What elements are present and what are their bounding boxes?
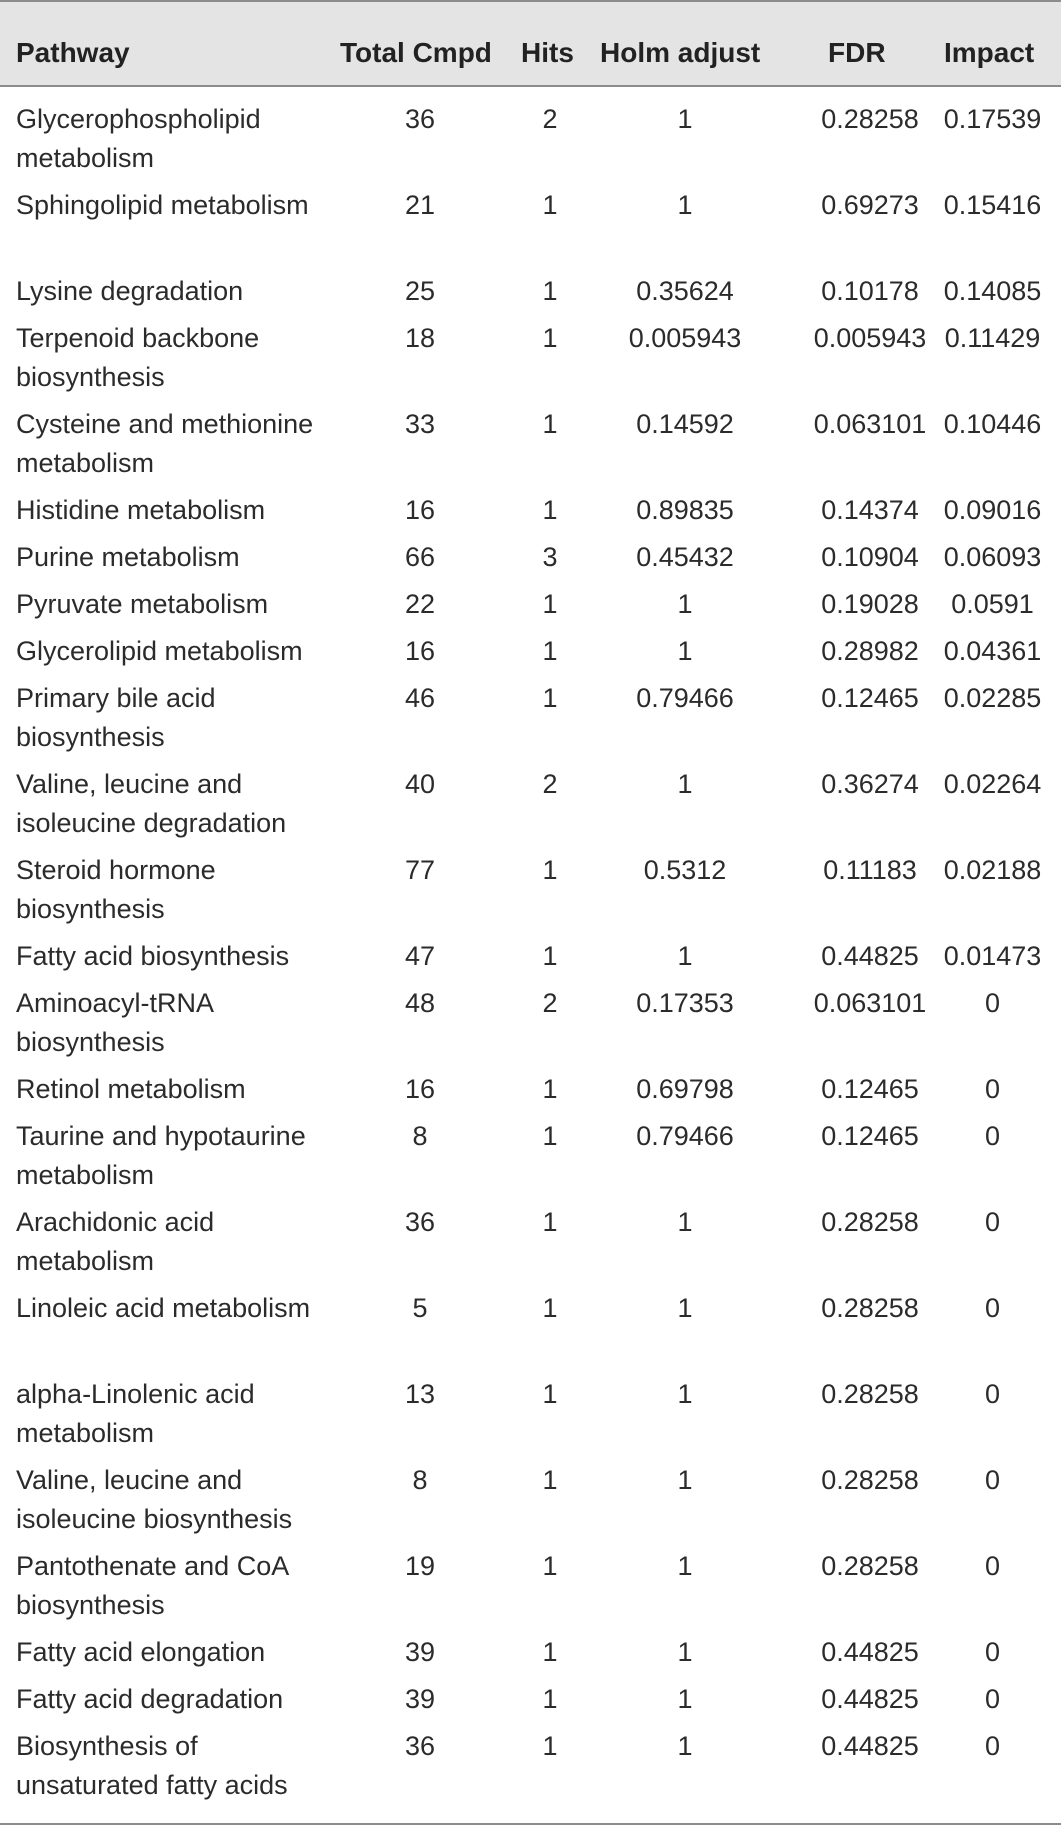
cell-total-cmpd: 36	[404, 1207, 436, 1237]
cell-impact: 0	[984, 1379, 1001, 1409]
table-row	[0, 1203, 1061, 1289]
cell-pathway: Valine, leucine and isoleucine biosynthesis	[16, 1465, 293, 1534]
cell-impact: 0	[984, 988, 1001, 1018]
table-row	[0, 491, 1061, 538]
cell-total-cmpd: 5	[412, 1293, 428, 1323]
cell-holm-adjust: 1	[677, 1731, 693, 1761]
cell-impact: 0	[984, 1637, 1001, 1667]
cell-fdr: 0.44825	[821, 1637, 919, 1667]
cell-holm-adjust: 1	[677, 636, 693, 666]
cell-fdr: 0.28258	[821, 1207, 919, 1237]
cell-total-cmpd: 18	[404, 323, 436, 353]
header-holm-adjust: Holm adjust	[600, 37, 761, 68]
cell-holm-adjust: 0.79466	[636, 683, 734, 713]
cell-holm-adjust: 1	[677, 1637, 693, 1667]
table-row	[0, 1633, 1061, 1680]
cell-holm-adjust: 1	[677, 104, 693, 134]
cell-holm-adjust: 1	[677, 769, 693, 799]
cell-pathway: Primary bile acid biosynthesis	[16, 683, 216, 752]
cell-total-cmpd: 22	[404, 589, 436, 619]
cell-pathway: alpha-Linolenic acid metabolism	[16, 1379, 255, 1448]
cell-holm-adjust: 1	[677, 1684, 693, 1714]
cell-pathway: Retinol metabolism	[16, 1074, 246, 1104]
cell-impact: 0.06093	[943, 542, 1042, 572]
table-row	[0, 1547, 1061, 1633]
cell-pathway: Cysteine and methionine metabolism	[16, 409, 314, 478]
cell-fdr: 0.28258	[821, 104, 919, 134]
cell-fdr: 0.44825	[821, 1684, 919, 1714]
cell-hits: 1	[542, 1293, 558, 1323]
cell-fdr: 0.69273	[821, 190, 919, 220]
cell-total-cmpd: 46	[404, 683, 436, 713]
cell-fdr: 0.10904	[821, 542, 919, 572]
table-row	[0, 585, 1061, 632]
cell-holm-adjust: 1	[677, 1551, 693, 1581]
table-row	[0, 851, 1061, 937]
cell-pathway: Biosynthesis of unsaturated fatty acids	[16, 1731, 288, 1800]
cell-pathway: Fatty acid elongation	[16, 1637, 266, 1667]
cell-total-cmpd: 16	[404, 495, 436, 525]
cell-fdr: 0.44825	[821, 1731, 919, 1761]
cell-total-cmpd: 33	[404, 409, 436, 439]
cell-fdr: 0.28982	[821, 636, 919, 666]
header-hits: Hits	[521, 37, 574, 68]
cell-hits: 1	[542, 855, 558, 885]
cell-hits: 3	[542, 542, 558, 572]
cell-impact: 0	[984, 1207, 1001, 1237]
cell-hits: 2	[542, 988, 558, 1018]
cell-holm-adjust: 1	[677, 1465, 693, 1495]
cell-impact: 0.11429	[944, 323, 1041, 353]
cell-impact: 0.15416	[943, 190, 1042, 220]
cell-total-cmpd: 19	[404, 1551, 436, 1581]
cell-hits: 1	[542, 941, 558, 971]
cell-fdr: 0.10178	[821, 276, 919, 306]
cell-impact: 0.01473	[943, 941, 1042, 971]
cell-fdr: 0.12465	[821, 1074, 919, 1104]
table-row	[0, 186, 1061, 272]
cell-impact: 0	[984, 1684, 1001, 1714]
header-total-cmpd: Total Cmpd	[340, 37, 492, 68]
cell-fdr: 0.11183	[823, 855, 917, 885]
table-row	[0, 1375, 1061, 1461]
cell-holm-adjust: 1	[677, 190, 693, 220]
cell-fdr: 0.14374	[821, 495, 919, 525]
cell-holm-adjust: 0.005943	[628, 323, 742, 353]
cell-impact: 0.14085	[943, 276, 1042, 306]
cell-hits: 1	[542, 1379, 558, 1409]
cell-total-cmpd: 36	[404, 1731, 436, 1761]
cell-holm-adjust: 1	[677, 1207, 693, 1237]
cell-holm-adjust: 0.89835	[636, 495, 734, 525]
cell-pathway: Purine metabolism	[16, 542, 240, 572]
cell-pathway: Arachidonic acid metabolism	[16, 1207, 215, 1276]
cell-hits: 1	[542, 1207, 558, 1237]
cell-total-cmpd: 39	[404, 1684, 436, 1714]
table-bottom-rule	[0, 1823, 1061, 1825]
cell-hits: 1	[542, 589, 558, 619]
cell-impact: 0	[984, 1121, 1001, 1151]
table-row	[0, 1680, 1061, 1727]
cell-hits: 1	[542, 1551, 558, 1581]
table-row	[0, 272, 1061, 319]
cell-hits: 1	[542, 1074, 558, 1104]
cell-pathway: Lysine degradation	[16, 276, 244, 306]
table-row	[0, 632, 1061, 679]
table-row	[0, 319, 1061, 405]
cell-fdr: 0.12465	[821, 1121, 919, 1151]
cell-fdr: 0.36274	[821, 769, 919, 799]
cell-impact: 0.09016	[943, 495, 1042, 525]
cell-pathway: Steroid hormone biosynthesis	[16, 855, 216, 924]
cell-total-cmpd: 36	[404, 104, 436, 134]
cell-holm-adjust: 0.69798	[636, 1074, 734, 1104]
cell-hits: 1	[542, 276, 558, 306]
cell-pathway: Linoleic acid metabolism	[16, 1293, 311, 1323]
cell-pathway: Pantothenate and CoA biosynthesis	[16, 1551, 288, 1620]
cell-fdr: 0.063101	[813, 988, 927, 1018]
cell-fdr: 0.12465	[821, 683, 919, 713]
table-row	[0, 984, 1061, 1070]
cell-impact: 0	[984, 1293, 1001, 1323]
table-row	[0, 765, 1061, 851]
cell-holm-adjust: 0.79466	[636, 1121, 734, 1151]
cell-pathway: Fatty acid biosynthesis	[16, 941, 290, 971]
cell-hits: 1	[542, 1684, 558, 1714]
cell-holm-adjust: 1	[677, 1293, 693, 1323]
cell-impact: 0	[984, 1465, 1001, 1495]
cell-impact: 0	[984, 1731, 1001, 1761]
cell-holm-adjust: 1	[677, 941, 693, 971]
cell-hits: 1	[542, 190, 558, 220]
cell-pathway: Fatty acid degradation	[16, 1684, 284, 1714]
cell-pathway: Valine, leucine and isoleucine degradation	[16, 769, 287, 838]
cell-fdr: 0.063101	[813, 409, 927, 439]
cell-holm-adjust: 0.45432	[636, 542, 734, 572]
cell-hits: 2	[542, 104, 558, 134]
table-row	[0, 1727, 1061, 1813]
table-row	[0, 679, 1061, 765]
cell-hits: 2	[542, 769, 558, 799]
table-row	[0, 1461, 1061, 1547]
cell-pathway: Glycerolipid metabolism	[16, 636, 303, 666]
table-header-row	[0, 33, 1061, 73]
cell-total-cmpd: 8	[412, 1121, 428, 1151]
cell-holm-adjust: 1	[677, 589, 693, 619]
cell-fdr: 0.28258	[821, 1465, 919, 1495]
cell-impact: 0	[984, 1551, 1001, 1581]
cell-fdr: 0.28258	[821, 1293, 919, 1323]
cell-pathway: Sphingolipid metabolism	[16, 190, 309, 220]
cell-pathway: Aminoacyl-tRNA biosynthesis	[16, 988, 213, 1057]
cell-total-cmpd: 39	[404, 1637, 436, 1667]
cell-impact: 0	[984, 1074, 1001, 1104]
cell-holm-adjust: 0.17353	[636, 988, 734, 1018]
cell-total-cmpd: 48	[404, 988, 436, 1018]
table-top-rule	[0, 0, 1061, 2]
cell-total-cmpd: 25	[404, 276, 436, 306]
table-row	[0, 100, 1061, 186]
cell-impact: 0.10446	[943, 409, 1042, 439]
cell-pathway: Histidine metabolism	[16, 495, 266, 525]
header-pathway: Pathway	[16, 37, 130, 68]
cell-hits: 1	[542, 683, 558, 713]
table-row	[0, 1117, 1061, 1203]
cell-total-cmpd: 66	[404, 542, 436, 572]
cell-hits: 1	[542, 409, 558, 439]
cell-fdr: 0.19028	[821, 589, 919, 619]
cell-fdr: 0.28258	[821, 1379, 919, 1409]
cell-hits: 1	[542, 495, 558, 525]
cell-fdr: 0.28258	[821, 1551, 919, 1581]
cell-impact: 0.04361	[943, 636, 1042, 666]
table-row	[0, 405, 1061, 491]
table-body	[0, 100, 1061, 1813]
cell-holm-adjust: 0.35624	[636, 276, 734, 306]
cell-holm-adjust: 0.5312	[643, 855, 727, 885]
cell-pathway: Pyruvate metabolism	[16, 589, 269, 619]
cell-total-cmpd: 16	[404, 1074, 436, 1104]
table-row	[0, 1070, 1061, 1117]
cell-impact: 0.17539	[943, 104, 1042, 134]
cell-hits: 1	[542, 323, 558, 353]
cell-impact: 0.02188	[943, 855, 1042, 885]
cell-impact: 0.0591	[951, 589, 1034, 619]
cell-fdr: 0.44825	[821, 941, 919, 971]
cell-hits: 1	[542, 636, 558, 666]
cell-total-cmpd: 16	[404, 636, 436, 666]
table-row	[0, 1289, 1061, 1375]
table-row	[0, 937, 1061, 984]
table-row	[0, 538, 1061, 585]
cell-pathway: Glycerophospholipid metabolism	[16, 104, 261, 173]
cell-holm-adjust: 0.14592	[636, 409, 734, 439]
header-fdr: FDR	[828, 37, 886, 68]
cell-holm-adjust: 1	[677, 1379, 693, 1409]
cell-fdr: 0.005943	[813, 323, 927, 353]
cell-hits: 1	[542, 1637, 558, 1667]
cell-total-cmpd: 21	[404, 190, 436, 220]
cell-total-cmpd: 47	[404, 941, 436, 971]
cell-pathway: Taurine and hypotaurine metabolism	[16, 1121, 306, 1190]
cell-total-cmpd: 77	[404, 855, 436, 885]
cell-hits: 1	[542, 1731, 558, 1761]
cell-total-cmpd: 8	[412, 1465, 428, 1495]
cell-impact: 0.02285	[943, 683, 1042, 713]
cell-impact: 0.02264	[943, 769, 1042, 799]
cell-total-cmpd: 40	[404, 769, 436, 799]
cell-hits: 1	[542, 1121, 558, 1151]
cell-total-cmpd: 13	[404, 1379, 436, 1409]
table-header-rule	[0, 85, 1061, 87]
cell-pathway: Terpenoid backbone biosynthesis	[16, 323, 260, 392]
cell-hits: 1	[542, 1465, 558, 1495]
header-impact: Impact	[944, 37, 1035, 68]
